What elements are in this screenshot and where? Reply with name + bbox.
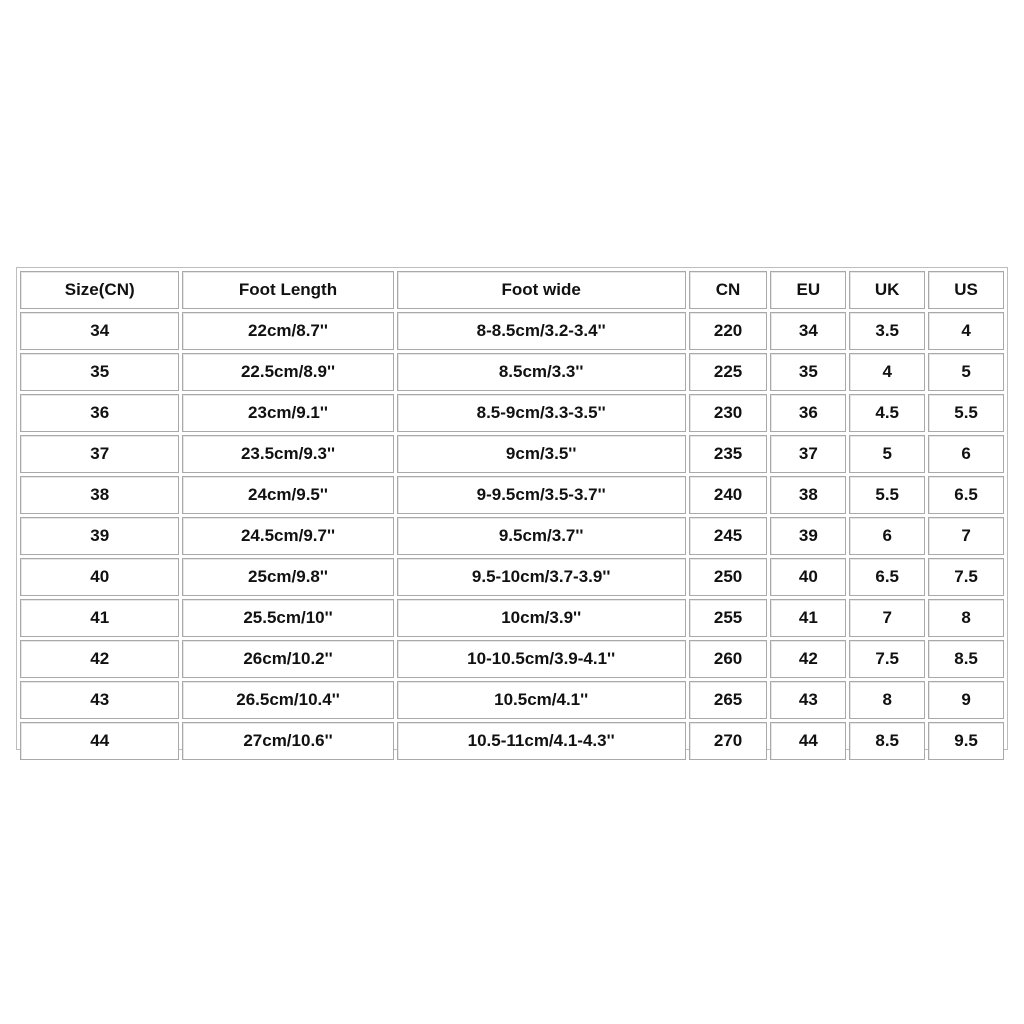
cell-eu: 37 bbox=[770, 435, 846, 473]
cell-size-cn: 41 bbox=[20, 599, 179, 637]
cell-eu: 35 bbox=[770, 353, 846, 391]
header-foot-length: Foot Length bbox=[182, 271, 393, 309]
table-row bbox=[20, 312, 1004, 350]
cell-eu: 44 bbox=[770, 722, 846, 760]
cell-size-cn: 40 bbox=[20, 558, 179, 596]
table-row bbox=[20, 722, 1004, 760]
header-size-cn: Size(CN) bbox=[20, 271, 179, 309]
cell-foot-length: 26cm/10.2'' bbox=[182, 640, 393, 678]
cell-size-cn: 35 bbox=[20, 353, 179, 391]
table-header bbox=[20, 271, 1004, 309]
cell-foot-length: 25.5cm/10'' bbox=[182, 599, 393, 637]
size-table bbox=[17, 268, 1007, 763]
cell-cn: 225 bbox=[689, 353, 768, 391]
cell-uk: 7 bbox=[849, 599, 925, 637]
cell-us: 9.5 bbox=[928, 722, 1004, 760]
cell-us: 5.5 bbox=[928, 394, 1004, 432]
cell-foot-wide: 8-8.5cm/3.2-3.4'' bbox=[397, 312, 686, 350]
cell-uk: 8 bbox=[849, 681, 925, 719]
cell-foot-length: 25cm/9.8'' bbox=[182, 558, 393, 596]
cell-us: 9 bbox=[928, 681, 1004, 719]
cell-foot-wide: 10cm/3.9'' bbox=[397, 599, 686, 637]
header-eu: EU bbox=[770, 271, 846, 309]
cell-eu: 36 bbox=[770, 394, 846, 432]
header-foot-wide: Foot wide bbox=[397, 271, 686, 309]
cell-cn: 230 bbox=[689, 394, 768, 432]
cell-us: 5 bbox=[928, 353, 1004, 391]
cell-uk: 4 bbox=[849, 353, 925, 391]
cell-eu: 40 bbox=[770, 558, 846, 596]
cell-size-cn: 38 bbox=[20, 476, 179, 514]
cell-uk: 8.5 bbox=[849, 722, 925, 760]
cell-eu: 41 bbox=[770, 599, 846, 637]
header-cn: CN bbox=[689, 271, 768, 309]
cell-us: 7 bbox=[928, 517, 1004, 555]
cell-foot-length: 27cm/10.6'' bbox=[182, 722, 393, 760]
cell-uk: 3.5 bbox=[849, 312, 925, 350]
cell-cn: 250 bbox=[689, 558, 768, 596]
cell-cn: 235 bbox=[689, 435, 768, 473]
table-row bbox=[20, 599, 1004, 637]
table-row bbox=[20, 517, 1004, 555]
cell-us: 7.5 bbox=[928, 558, 1004, 596]
cell-uk: 6 bbox=[849, 517, 925, 555]
cell-cn: 240 bbox=[689, 476, 768, 514]
cell-cn: 220 bbox=[689, 312, 768, 350]
cell-foot-length: 22cm/8.7'' bbox=[182, 312, 393, 350]
cell-uk: 4.5 bbox=[849, 394, 925, 432]
cell-cn: 255 bbox=[689, 599, 768, 637]
size-chart bbox=[16, 267, 1008, 750]
cell-us: 8.5 bbox=[928, 640, 1004, 678]
cell-cn: 245 bbox=[689, 517, 768, 555]
cell-uk: 6.5 bbox=[849, 558, 925, 596]
cell-size-cn: 37 bbox=[20, 435, 179, 473]
cell-foot-length: 23.5cm/9.3'' bbox=[182, 435, 393, 473]
cell-foot-wide: 8.5cm/3.3'' bbox=[397, 353, 686, 391]
cell-foot-wide: 8.5-9cm/3.3-3.5'' bbox=[397, 394, 686, 432]
cell-uk: 5.5 bbox=[849, 476, 925, 514]
cell-cn: 265 bbox=[689, 681, 768, 719]
cell-eu: 38 bbox=[770, 476, 846, 514]
table-row bbox=[20, 435, 1004, 473]
table-row bbox=[20, 476, 1004, 514]
header-us: US bbox=[928, 271, 1004, 309]
cell-eu: 34 bbox=[770, 312, 846, 350]
cell-foot-wide: 9-9.5cm/3.5-3.7'' bbox=[397, 476, 686, 514]
cell-foot-length: 22.5cm/8.9'' bbox=[182, 353, 393, 391]
cell-uk: 7.5 bbox=[849, 640, 925, 678]
cell-foot-length: 23cm/9.1'' bbox=[182, 394, 393, 432]
table-row bbox=[20, 558, 1004, 596]
table-row bbox=[20, 394, 1004, 432]
header-row bbox=[20, 271, 1004, 309]
cell-size-cn: 36 bbox=[20, 394, 179, 432]
cell-foot-wide: 10.5-11cm/4.1-4.3'' bbox=[397, 722, 686, 760]
cell-size-cn: 43 bbox=[20, 681, 179, 719]
cell-foot-length: 24.5cm/9.7'' bbox=[182, 517, 393, 555]
cell-eu: 42 bbox=[770, 640, 846, 678]
cell-foot-wide: 10-10.5cm/3.9-4.1'' bbox=[397, 640, 686, 678]
cell-eu: 39 bbox=[770, 517, 846, 555]
cell-eu: 43 bbox=[770, 681, 846, 719]
table-body bbox=[20, 312, 1004, 760]
cell-us: 4 bbox=[928, 312, 1004, 350]
cell-cn: 260 bbox=[689, 640, 768, 678]
cell-size-cn: 34 bbox=[20, 312, 179, 350]
cell-foot-wide: 9cm/3.5'' bbox=[397, 435, 686, 473]
cell-us: 6.5 bbox=[928, 476, 1004, 514]
table-row bbox=[20, 353, 1004, 391]
cell-size-cn: 39 bbox=[20, 517, 179, 555]
cell-us: 6 bbox=[928, 435, 1004, 473]
cell-foot-wide: 10.5cm/4.1'' bbox=[397, 681, 686, 719]
cell-uk: 5 bbox=[849, 435, 925, 473]
cell-foot-wide: 9.5cm/3.7'' bbox=[397, 517, 686, 555]
cell-us: 8 bbox=[928, 599, 1004, 637]
cell-size-cn: 42 bbox=[20, 640, 179, 678]
table-row bbox=[20, 681, 1004, 719]
cell-foot-wide: 9.5-10cm/3.7-3.9'' bbox=[397, 558, 686, 596]
table-row bbox=[20, 640, 1004, 678]
cell-size-cn: 44 bbox=[20, 722, 179, 760]
cell-foot-length: 26.5cm/10.4'' bbox=[182, 681, 393, 719]
cell-cn: 270 bbox=[689, 722, 768, 760]
cell-foot-length: 24cm/9.5'' bbox=[182, 476, 393, 514]
header-uk: UK bbox=[849, 271, 925, 309]
